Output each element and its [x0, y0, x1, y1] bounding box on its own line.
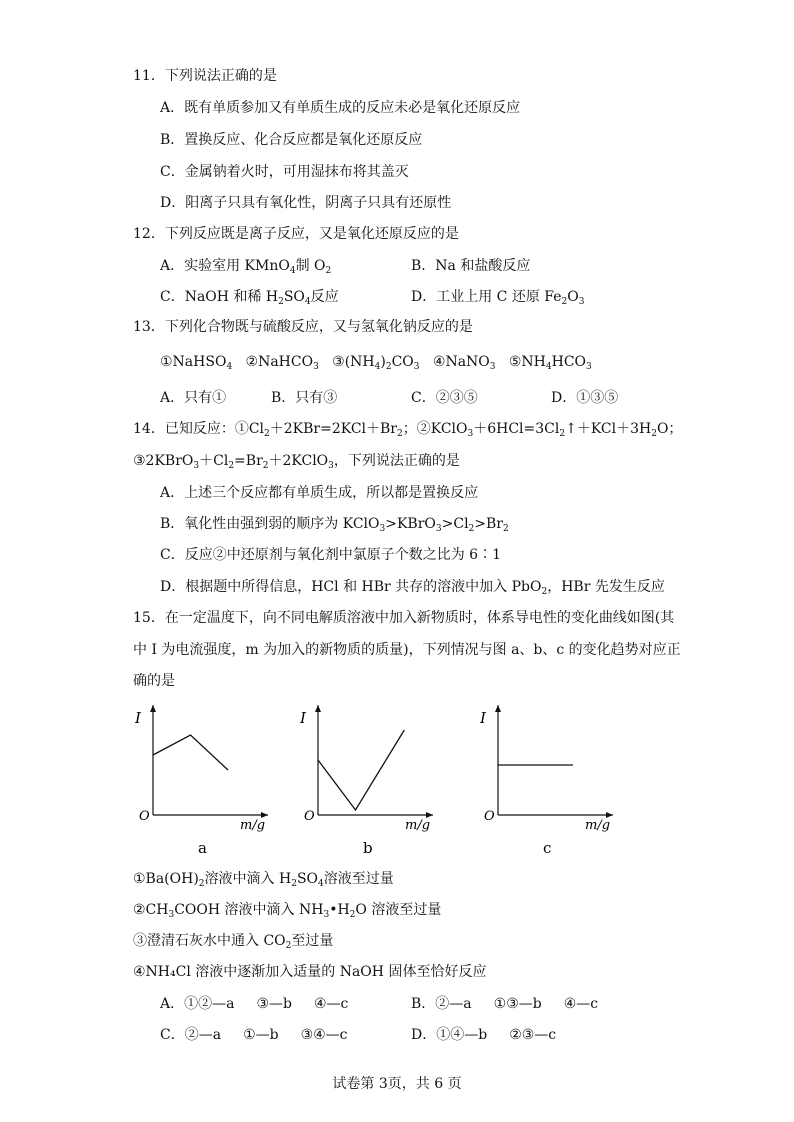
q14-option-a: A．上述三个反应都有单质生成，所以都是置换反应: [160, 485, 479, 501]
q13-compound-list: [160, 353, 592, 376]
origin-label: O: [139, 809, 150, 824]
q11-option-a: A．既有单质参加又有单质生成的反应未必是氧化还原反应: [160, 100, 521, 116]
q15-option-d: D．①④—b ②③—c: [411, 1027, 557, 1043]
y-axis-label: I: [135, 709, 141, 727]
q15-item-3: ③澄清石灰水中通入 $CO_2$至过量: [133, 933, 334, 951]
q13-compound-2: ②NaHCO$_3$: [245, 354, 319, 372]
q13-option-a: A．只有①: [160, 390, 227, 406]
q12-option-b: B．Na 和盐酸反应: [411, 258, 531, 274]
q12-option-d: D．工业上用 C 还原 $Fe_2O_3$: [411, 289, 585, 307]
series-line: [318, 730, 404, 810]
x-axis-label: m/g: [585, 818, 611, 833]
q14-option-d: D．根据题中所得信息，HCl 和 HBr 共存的溶液中加入 PbO$_2$，HBr 先发生反应: [160, 579, 665, 597]
y-axis-arrow: [315, 705, 321, 712]
q13-compound-3: $③(NH_4)_2CO_3$: [332, 354, 420, 372]
q14-option-b: B．氧化性由强到弱的顺序为 $KClO_3>KBrO_3>Cl_2>Br_2$: [160, 516, 509, 534]
origin-label: O: [484, 809, 495, 824]
q14-reactions-line1: 14．已知反应：$①Cl_2+2KBr=2KCl+Br_2$；$②KClO_3+6HCl=3Cl_2↑+KCl+3H_2O$；: [133, 421, 683, 439]
y-axis-label: I: [480, 709, 486, 727]
origin-label: O: [304, 809, 315, 824]
q13-option-c: C．②③⑤: [411, 390, 478, 406]
q12-option-c: C．NaOH 和稀 $H_2SO_4$反应: [160, 289, 339, 307]
series-line: [153, 735, 228, 770]
q13-compound-1: ①NaHSO$_4$: [160, 354, 233, 372]
q11-option-d: D．阳离子只具有氧化性，阴离子只具有还原性: [160, 195, 452, 211]
q11-stem: 11．下列说法正确的是: [133, 68, 277, 84]
q15-option-a: A．①②—a ③—b ④—c: [160, 996, 349, 1012]
page-footer: 试卷第 3页，共 6 页: [332, 1076, 462, 1092]
y-axis-arrow: [150, 705, 156, 712]
q12-stem: 12．下列反应既是离子反应，又是氧化还原反应的是: [133, 226, 459, 242]
q15-option-b: B．②—a ①③—b ④—c: [411, 996, 599, 1012]
q12-option-a: A．实验室用 KMnO$_4$制 $O_2$: [160, 258, 332, 276]
q11-option-c: C．金属钠着火时，可用湿抹布将其盖灭: [160, 164, 409, 180]
q14-option-c: C．反应②中还原剂与氧化剂中氯原子个数之比为 6∶1: [160, 547, 501, 563]
chart-caption: a: [198, 839, 207, 855]
q13-stem: 13．下列化合物既与硫酸反应，又与氢氧化钠反应的是: [133, 319, 473, 335]
chart-b: [290, 695, 440, 855]
q15-item-2: $②CH_3COOH$ 溶液中滴入 $NH_3•H_2O$ 溶液至过量: [133, 902, 442, 920]
q15-stem-line1: 15．在一定温度下，向不同电解质溶液中加入新物质时，体系导电性的变化曲线如图(其: [133, 610, 675, 626]
chart-a: [125, 695, 275, 855]
q15-item-4: ④NH₄Cl 溶液中逐渐加入适量的 NaOH 固体至恰好反应: [133, 964, 487, 980]
q14-reactions-line2: $③2KBrO_3+Cl_2=Br_2+2KClO_3$，下列说法正确的是: [133, 453, 460, 471]
q13-compound-5: $⑤NH_4HCO_3$: [508, 354, 592, 372]
y-axis-label: I: [300, 709, 306, 727]
q15-stem-line3: 确的是: [133, 673, 175, 689]
x-axis-label: m/g: [405, 818, 431, 833]
x-axis-label: m/g: [240, 818, 266, 833]
q15-item-1: $①Ba(OH)_2$溶液中滴入 $H_2SO_4$溶液至过量: [133, 871, 394, 889]
chart-c: [470, 695, 620, 855]
q13-compound-4: ④NaNO$_3$: [432, 354, 496, 372]
q11-option-b: B．置换反应、化合反应都是氧化还原反应: [160, 132, 423, 148]
y-axis-arrow: [495, 705, 501, 712]
q13-option-b: B．只有③: [271, 390, 338, 406]
chart-caption: b: [363, 839, 373, 855]
q13-option-d: D．①③⑤: [551, 390, 619, 406]
q15-option-c: C．②—a ①—b ③④—c: [160, 1027, 348, 1043]
chart-caption: c: [543, 839, 552, 855]
q15-stem-line2: 中 I 为电流强度，m 为加入的新物质的质量)，下列情况与图 a、b、c 的变化趋势对应正: [133, 642, 681, 658]
